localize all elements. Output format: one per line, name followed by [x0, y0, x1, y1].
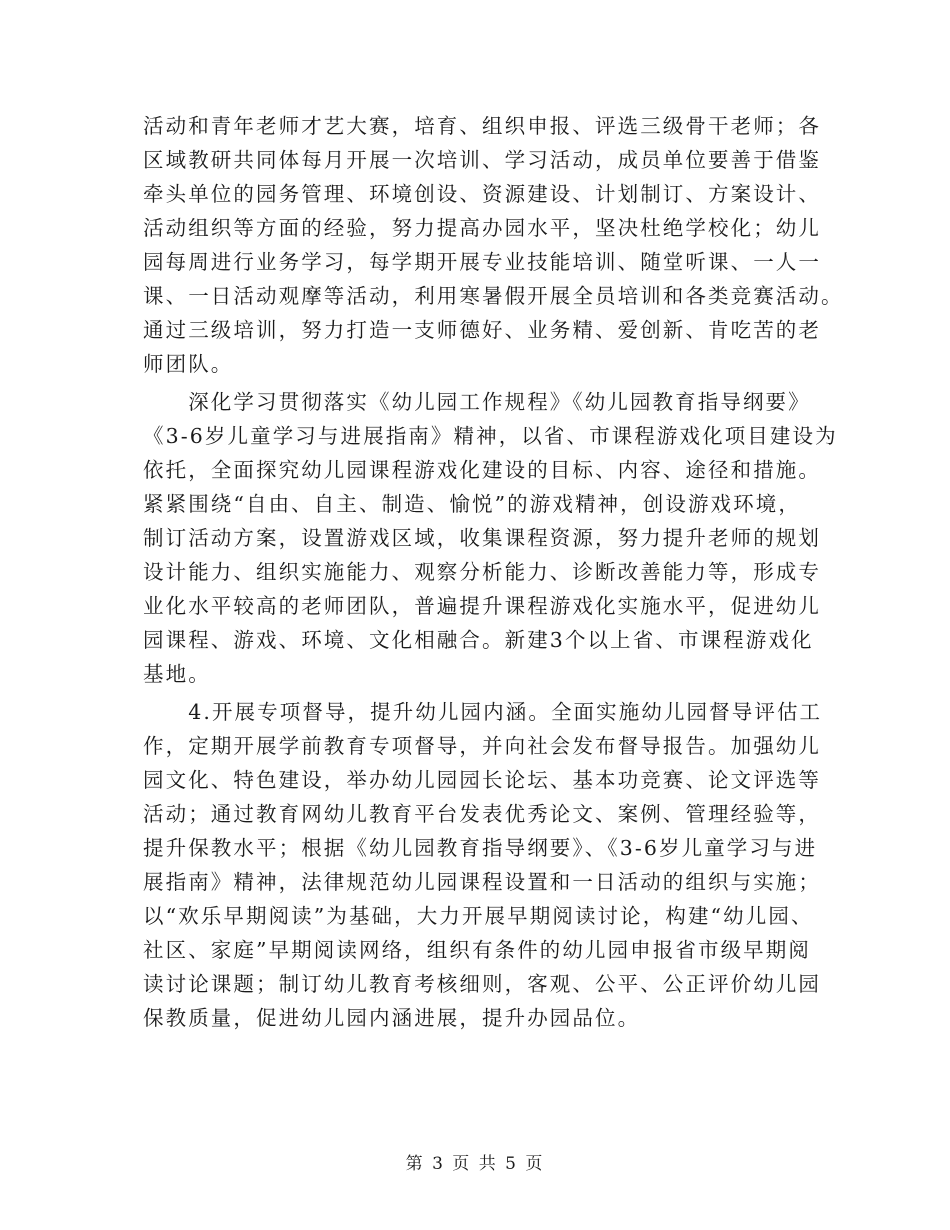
text-line: 提升保教水平；根据《幼儿园教育指导纲要》、《3-6岁儿童学习与进	[143, 836, 818, 860]
text-line: 作，定期开展学前教育专项督导，并向社会发布督导报告。加强幼儿	[143, 734, 821, 758]
text-line: 社区、家庭”早期阅读网络，组织有条件的幼儿园申报省市级早期阅	[143, 938, 811, 962]
text-line: 业化水平较高的老师团队，普遍提升课程游戏化实施水平，促进幼儿	[143, 594, 821, 618]
text-line: 展指南》精神，法律规范幼儿园课程设置和一日活动的组织与实施；	[143, 870, 821, 894]
text-line: 师团队。	[143, 352, 234, 376]
text-line: 园课程、游戏、环境、文化相融合。新建3个以上省、市课程游戏化	[143, 628, 814, 652]
text-line: 基地。	[143, 662, 211, 686]
text-line: 紧紧围绕“自由、自主、制造、愉悦”的游戏精神，创设游戏环境，	[143, 492, 801, 516]
text-line: 课、一日活动观摩等活动，利用寒暑假开展全员培训和各类竞赛活动。	[143, 284, 844, 308]
text-line: 园每周进行业务学习，每学期开展专业技能培训、随堂听课、一人一	[143, 250, 821, 274]
text-line: 保教质量，促进幼儿园内涵进展，提升办园品位。	[143, 1006, 641, 1030]
text-line: 通过三级培训，努力打造一支师德好、业务精、爱创新、肯吃苦的老	[143, 318, 821, 342]
text-line: 设计能力、组织实施能力、观察分析能力、诊断改善能力等，形成专	[143, 560, 821, 584]
page-number-footer: 第 3 页 共 5 页	[405, 1154, 545, 1174]
text-line: 活动；通过教育网幼儿教育平台发表优秀论文、案例、管理经验等，	[143, 802, 821, 826]
text-line: 牵头单位的园务管理、环境创设、资源建设、计划制订、方案设计、	[143, 182, 821, 206]
text-line: 园文化、特色建设，举办幼儿园园长论坛、基本功竞赛、论文评选等	[143, 768, 821, 792]
text-line: 活动组织等方面的经验，努力提高办园水平，坚决杜绝学校化；幼儿	[143, 216, 821, 240]
paragraph-first-line: 深化学习贯彻落实《幼儿园工作规程》《幼儿园教育指导纲要》	[143, 390, 811, 414]
text-line: 以“欢乐早期阅读”为基础，大力开展早期阅读讨论，构建“幼儿园、	[143, 904, 814, 928]
text-line: 依托，全面探究幼儿园课程游戏化建设的目标、内容、途径和措施。	[143, 458, 821, 482]
paragraph-first-line: 4.开展专项督导，提升幼儿园内涵。全面实施幼儿园督导评估工	[143, 700, 823, 724]
text-line: 《3-6岁儿童学习与进展指南》精神，以省、市课程游戏化项目建设为	[143, 424, 838, 448]
text-line: 区域教研共同体每月开展一次培训、学习活动，成员单位要善于借鉴	[143, 148, 821, 172]
text-line: 活动和青年老师才艺大赛，培育、组织申报、评选三级骨干老师；各	[143, 114, 821, 138]
text-line: 读讨论课题；制订幼儿教育考核细则，客观、公平、公正评价幼儿园	[143, 972, 821, 996]
text-line: 制订活动方案，设置游戏区域，收集课程资源，努力提升老师的规划	[143, 526, 821, 550]
